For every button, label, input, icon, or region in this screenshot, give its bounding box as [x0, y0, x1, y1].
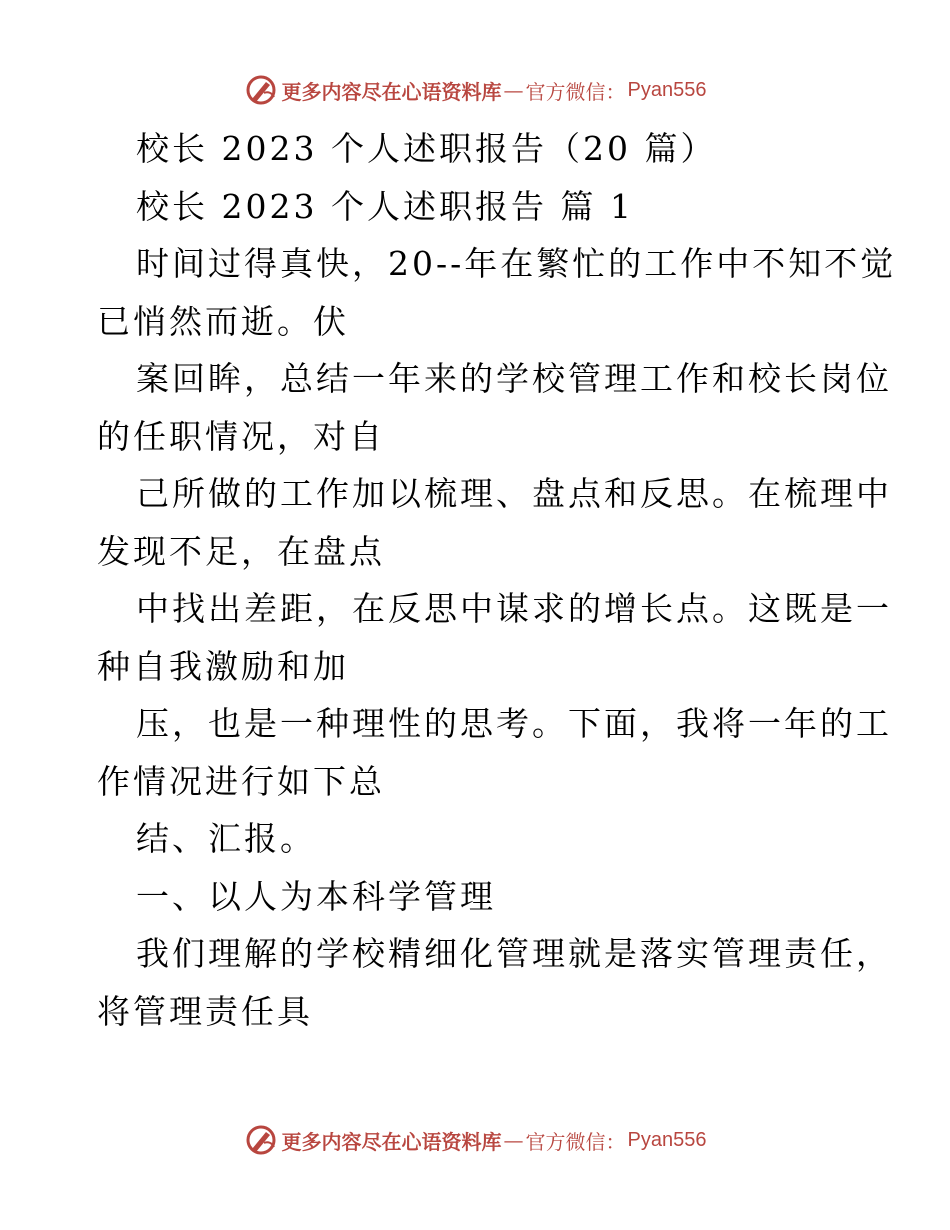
pen-logo-icon — [244, 73, 278, 107]
pen-logo-icon — [244, 1123, 278, 1157]
header-banner — [0, 70, 950, 110]
footer-banner — [0, 1120, 950, 1160]
paragraph-line: 已悄然而逝。伏 — [97, 301, 349, 341]
banner-wechat-label: 官方微信： — [525, 1129, 626, 1154]
banner-wechat-id: Pyan556 — [627, 1128, 707, 1151]
document-title: 校长 2023 个人述职报告（20 篇） — [136, 129, 717, 168]
paragraph-line: 己所做的工作加以梳理、盘点和反思。在梳理中 — [136, 474, 892, 513]
paragraph-line: 将管理责任具 — [97, 991, 313, 1031]
paragraph-line: 压，也是一种理性的思考。下面，我将一年的工 — [136, 704, 892, 743]
paragraph-line: 中找出差距，在反思中谋求的增长点。这既是一 — [136, 589, 892, 628]
banner-wechat-id: Pyan556 — [627, 78, 707, 101]
banner-text: 更多内容尽在心语资料库 — [281, 1129, 502, 1154]
paragraph-line: 的任职情况，对自 — [97, 416, 385, 456]
paragraph-line: 作情况进行如下总 — [97, 761, 385, 801]
paragraph-line: 案回眸，总结一年来的学校管理工作和校长岗位 — [136, 359, 892, 398]
banner-separator: — — [503, 78, 524, 102]
paragraph-line: 结、汇报。 — [136, 819, 316, 858]
paragraph-line: 我们理解的学校精细化管理就是落实管理责任， — [136, 934, 892, 973]
banner-separator: — — [503, 1128, 524, 1152]
banner-text: 更多内容尽在心语资料库 — [281, 79, 502, 104]
banner-wechat-label: 官方微信： — [525, 79, 626, 104]
paragraph-line: 发现不足，在盘点 — [97, 531, 385, 571]
section-heading: 校长 2023 个人述职报告 篇 1 — [136, 186, 634, 226]
paragraph-line: 时间过得真快，20--年在繁忙的工作中不知不觉 — [136, 244, 897, 283]
document-body — [97, 120, 897, 1040]
paragraph-line: 种自我激励和加 — [97, 646, 349, 686]
subsection-heading: 一、以人为本科学管理 — [136, 876, 496, 916]
